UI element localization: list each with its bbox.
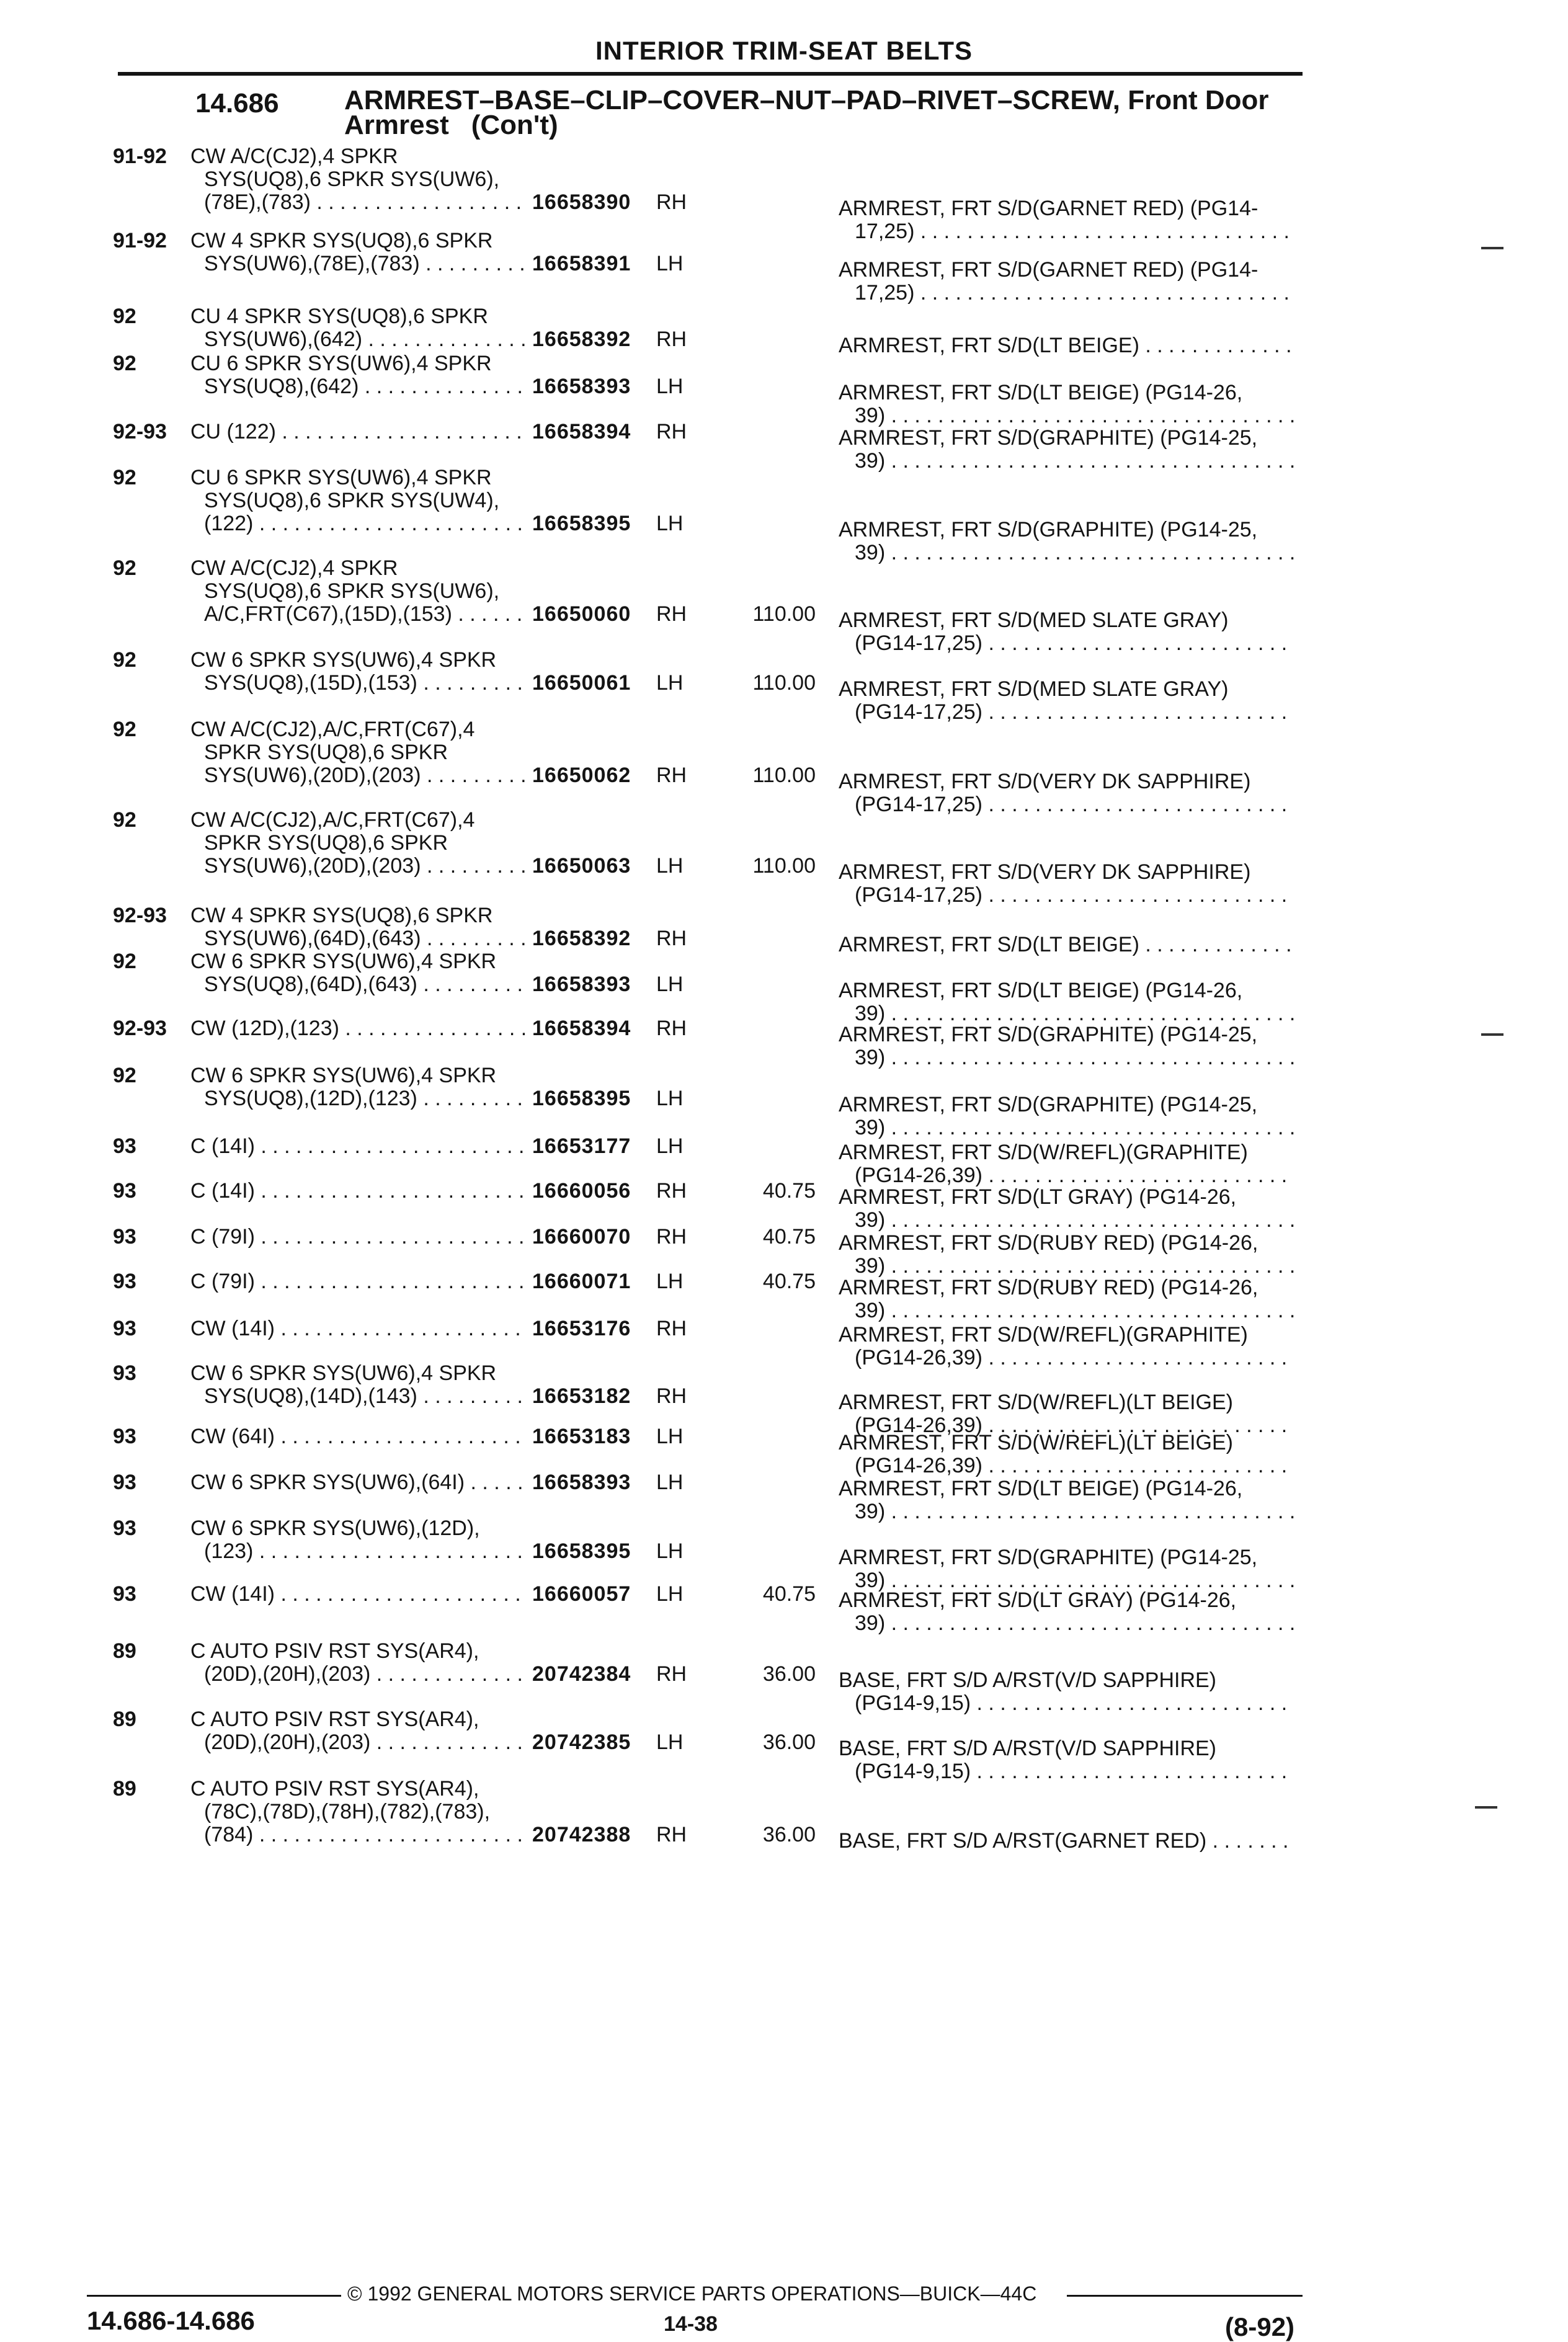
row-side: LH	[656, 1425, 684, 1448]
footer-page-number: 14-38	[664, 2312, 718, 2336]
row-part-name	[839, 1391, 1294, 1437]
row-part-number: 16658393	[532, 1471, 631, 1494]
footer-left-rule	[87, 2295, 341, 2297]
row-part-name-line: (PG14-26,39) . . .	[839, 1347, 1294, 1369]
row-part-name	[839, 678, 1294, 724]
row-description-line: CW 6 SPKR SYS(UW6),4 SPKR	[190, 649, 497, 672]
footer-range: 14.686-14.686	[87, 2306, 255, 2335]
row-year: 92	[113, 648, 136, 672]
footer-copyright: © 1992 GENERAL MOTORS SERVICE PARTS OPERATIONS—BUICK—44C	[347, 2282, 1037, 2305]
row-part-name-line: (PG14-17,25) . . .	[839, 884, 1294, 907]
row-part-name-line: 39) . . .	[839, 1569, 1294, 1592]
row-side: RH	[656, 1225, 687, 1249]
row-year: 93	[113, 1361, 136, 1385]
row-description-line: SYS(UW6),(20D),(203) . . .	[190, 855, 525, 878]
row-part-name-line: ARMREST, FRT S/D(GRAPHITE) (PG14-25,	[839, 1093, 1258, 1116]
row-description-line: SYS(UW6),(78E),(783) . . .	[190, 252, 525, 275]
row-part-name-line: BASE, FRT S/D A/RST(V/D SAPPHIRE)	[839, 1669, 1216, 1692]
row-price: 110.00	[752, 764, 816, 787]
row-description	[190, 1135, 525, 1158]
row-year: 92	[113, 950, 136, 973]
section-title-cont: (Con't)	[471, 110, 558, 140]
row-part-number: 16660070	[532, 1225, 631, 1249]
row-description-line: C (79I) . . .	[190, 1270, 525, 1293]
row-description-line: CU 6 SPKR SYS(UW6),4 SPKR	[190, 352, 492, 375]
row-side: LH	[656, 1539, 684, 1563]
footer-date: (8-92)	[1225, 2312, 1295, 2341]
row-part-name	[839, 259, 1294, 305]
row-price: 36.00	[762, 1662, 816, 1686]
section-title-line1: ARMREST–BASE–CLIP–COVER–NUT–PAD–RIVET–SCREW, Front Door	[344, 85, 1269, 115]
row-part-name-line: 39) . . .	[839, 450, 1294, 473]
row-part-number: 16658395	[532, 1087, 631, 1110]
row-year: 92-93	[113, 1017, 167, 1040]
row-part-name-line: ARMREST, FRT S/D(LT BEIGE) (PG14-26,	[839, 381, 1243, 404]
row-description-line: CW A/C(CJ2),4 SPKR	[190, 557, 398, 580]
row-side: LH	[656, 252, 684, 275]
row-part-name-line: ARMREST, FRT S/D(GARNET RED) (PG14-	[839, 259, 1258, 282]
row-part-name-line: ARMREST, FRT S/D(LT GRAY) (PG14-26,	[839, 1589, 1237, 1612]
row-side: RH	[656, 1823, 687, 1846]
row-description-line: A/C,FRT(C67),(15D),(153) . . .	[190, 603, 525, 626]
row-part-number: 16650063	[532, 854, 631, 878]
row-part-name	[839, 381, 1294, 427]
row-description-line: CW (12D),(123) . . .	[190, 1017, 525, 1040]
row-price: 36.00	[762, 1823, 816, 1846]
row-part-name-line: ARMREST, FRT S/D(LT BEIGE) (PG14-26,	[839, 979, 1243, 1002]
row-part-name-line: 39) . . .	[839, 1209, 1294, 1232]
row-part-name	[839, 1186, 1294, 1232]
row-side: LH	[656, 973, 684, 996]
row-part-name	[839, 519, 1294, 564]
row-description-line: (784) . . .	[190, 1823, 525, 1846]
row-side: RH	[656, 1317, 687, 1340]
row-description	[190, 1017, 525, 1040]
row-part-number: 16658393	[532, 375, 631, 398]
footer-right-rule	[1067, 2295, 1303, 2297]
row-year: 93	[113, 1179, 136, 1203]
row-description-line: CW A/C(CJ2),4 SPKR	[190, 145, 398, 168]
row-description	[190, 950, 525, 996]
row-part-name	[839, 1232, 1294, 1278]
row-part-name	[839, 861, 1294, 907]
row-description	[190, 352, 525, 398]
row-part-name	[839, 979, 1294, 1025]
row-side: LH	[656, 1471, 684, 1494]
row-description-line: CW 6 SPKR SYS(UW6),4 SPKR	[190, 1362, 497, 1385]
row-part-number: 16653183	[532, 1425, 631, 1448]
row-year: 92	[113, 305, 136, 328]
row-year: 93	[113, 1317, 136, 1340]
row-description-line: SYS(UQ8),(12D),(123) . . .	[190, 1087, 525, 1110]
row-part-name-line: 39) . . .	[839, 1046, 1294, 1069]
row-year: 93	[113, 1225, 136, 1249]
row-part-number: 16658390	[532, 190, 631, 214]
row-description	[190, 1708, 525, 1754]
row-side: RH	[656, 190, 687, 214]
row-price: 110.00	[752, 602, 816, 626]
row-part-number: 16653176	[532, 1317, 631, 1340]
row-year: 92	[113, 556, 136, 580]
row-part-name-line: ARMREST, FRT S/D(W/REFL)(GRAPHITE)	[839, 1324, 1248, 1347]
row-description-line: CW 6 SPKR SYS(UW6),(12D),	[190, 1517, 480, 1540]
row-description	[190, 809, 525, 878]
row-side: RH	[656, 327, 687, 351]
row-part-name-line: 39) . . .	[839, 1299, 1294, 1322]
row-description	[190, 1317, 525, 1340]
row-part-number: 16658391	[532, 252, 631, 275]
row-part-name-line: ARMREST, FRT S/D(RUBY RED) (PG14-26,	[839, 1232, 1258, 1255]
row-year: 89	[113, 1777, 136, 1801]
row-side: LH	[656, 671, 684, 695]
row-part-name	[839, 1431, 1294, 1477]
row-part-name-line: ARMREST, FRT S/D(W/REFL)(LT BEIGE)	[839, 1391, 1233, 1414]
row-description-line: SYS(UW6),(20D),(203) . . .	[190, 764, 525, 787]
row-year: 92	[113, 1064, 136, 1087]
row-description	[190, 1362, 525, 1408]
row-year: 92	[113, 718, 136, 741]
row-side: LH	[656, 1270, 684, 1293]
row-description-line: SYS(UQ8),6 SPKR SYS(UW6),	[204, 168, 500, 191]
row-part-number: 16658392	[532, 927, 631, 950]
row-part-name-line: 17,25) . . .	[839, 282, 1294, 305]
row-side: RH	[656, 420, 687, 443]
row-description-line: CU 4 SPKR SYS(UQ8),6 SPKR	[190, 305, 488, 328]
row-description	[190, 1778, 525, 1846]
row-part-name	[839, 1546, 1294, 1592]
row-description-line: CW A/C(CJ2),A/C,FRT(C67),4	[190, 809, 475, 832]
row-description	[190, 145, 525, 214]
row-side: RH	[656, 1017, 687, 1040]
row-side: LH	[656, 1730, 684, 1754]
row-part-name	[839, 1276, 1294, 1322]
margin-mark	[1481, 247, 1503, 249]
row-price: 40.75	[762, 1582, 816, 1606]
row-description-line: CW 6 SPKR SYS(UW6),4 SPKR	[190, 950, 497, 973]
row-description-line: (122) . . .	[190, 512, 525, 535]
section-title-armrest: Armrest	[344, 110, 449, 140]
row-part-name-line: 39) . . .	[839, 1612, 1294, 1635]
row-description	[190, 466, 525, 535]
row-description-line: SYS(UQ8),(15D),(153) . . .	[190, 672, 525, 695]
row-part-name-line: ARMREST, FRT S/D(GRAPHITE) (PG14-25,	[839, 1023, 1258, 1046]
row-description	[190, 1270, 525, 1293]
row-part-name	[839, 1477, 1294, 1523]
row-part-name	[839, 1589, 1294, 1635]
row-side: LH	[656, 1134, 684, 1158]
row-description-line: C AUTO PSIV RST SYS(AR4),	[190, 1708, 479, 1731]
row-part-name-line: ARMREST, FRT S/D(GARNET RED) (PG14-	[839, 197, 1258, 220]
row-part-name-line: 39) . . .	[839, 541, 1294, 564]
row-year: 91-92	[113, 229, 167, 252]
row-part-name-line: (PG14-17,25) . . .	[839, 793, 1294, 816]
row-description	[190, 649, 525, 695]
row-price: 40.75	[762, 1270, 816, 1293]
row-part-name	[839, 197, 1294, 243]
row-description	[190, 1180, 525, 1203]
row-description-line: SYS(UQ8),(642) . . .	[190, 375, 525, 398]
row-description-line: C AUTO PSIV RST SYS(AR4),	[190, 1640, 479, 1663]
row-description-line: (78E),(783) . . .	[190, 191, 525, 214]
row-year: 93	[113, 1134, 136, 1158]
row-side: LH	[656, 1582, 684, 1606]
section-number: 14.686	[195, 88, 279, 118]
row-description-line: SPKR SYS(UQ8),6 SPKR	[204, 741, 448, 764]
row-side: RH	[656, 1662, 687, 1686]
page-header: INTERIOR TRIM-SEAT BELTS	[595, 36, 973, 65]
row-part-name-line: ARMREST, FRT S/D(LT BEIGE) (PG14-26,	[839, 1477, 1243, 1500]
row-description	[190, 305, 525, 351]
row-year: 91-92	[113, 145, 167, 168]
row-part-name	[839, 334, 1294, 357]
row-part-name	[839, 933, 1294, 956]
row-part-name-line: (PG14-17,25) . . .	[839, 632, 1294, 655]
row-part-number: 20742385	[532, 1730, 631, 1754]
row-description-line: (123) . . .	[190, 1540, 525, 1563]
row-part-name-line: ARMREST, FRT S/D(MED SLATE GRAY)	[839, 609, 1229, 632]
row-part-name	[839, 1141, 1294, 1187]
row-side: RH	[656, 927, 687, 950]
row-part-name-line: 39) . . .	[839, 1500, 1294, 1523]
row-description	[190, 229, 525, 275]
row-side: RH	[656, 1179, 687, 1203]
row-part-number: 16658393	[532, 973, 631, 996]
row-part-name-line: 39) . . .	[839, 1002, 1294, 1025]
row-description	[190, 1640, 525, 1686]
row-description-line: CW 6 SPKR SYS(UW6),4 SPKR	[190, 1064, 497, 1087]
row-description-line: C (14I) . . .	[190, 1135, 525, 1158]
row-part-number: 16660056	[532, 1179, 631, 1203]
row-description-line: CW 6 SPKR SYS(UW6),(64I) . . .	[190, 1471, 525, 1494]
row-part-name	[839, 1737, 1294, 1783]
row-year: 93	[113, 1582, 136, 1606]
row-part-name-line: (PG14-26,39) . . .	[839, 1164, 1294, 1187]
row-description	[190, 718, 525, 787]
section-title	[344, 85, 1269, 140]
row-part-number: 16660071	[532, 1270, 631, 1293]
row-description	[190, 904, 525, 950]
row-part-name	[839, 1093, 1294, 1139]
row-part-number: 16658394	[532, 420, 631, 443]
row-part-number: 16653182	[532, 1384, 631, 1408]
row-year: 93	[113, 1270, 136, 1293]
row-description-line: CW 4 SPKR SYS(UQ8),6 SPKR	[190, 904, 493, 927]
row-part-name-line: ARMREST, FRT S/D(W/REFL)(GRAPHITE)	[839, 1141, 1248, 1164]
row-description-line: CW (14I) . . .	[190, 1317, 525, 1340]
row-part-number: 16650062	[532, 764, 631, 787]
row-description-line: C AUTO PSIV RST SYS(AR4),	[190, 1778, 479, 1801]
row-part-name-line: ARMREST, FRT S/D(GRAPHITE) (PG14-25,	[839, 1546, 1258, 1569]
margin-mark	[1475, 1806, 1497, 1809]
row-description	[190, 1425, 525, 1448]
row-part-name-line: 17,25) . . .	[839, 220, 1294, 243]
row-price: 110.00	[752, 854, 816, 878]
row-price: 40.75	[762, 1179, 816, 1203]
row-description	[190, 1471, 525, 1494]
row-description-line: CW (64I) . . .	[190, 1425, 525, 1448]
row-description-line: SYS(UQ8),6 SPKR SYS(UW4),	[204, 489, 500, 512]
row-part-name-line: (PG14-17,25) . . .	[839, 701, 1294, 724]
row-year: 93	[113, 1425, 136, 1448]
row-part-number: 16653177	[532, 1134, 631, 1158]
row-part-name	[839, 609, 1294, 655]
row-description-line: CW 4 SPKR SYS(UQ8),6 SPKR	[190, 229, 493, 252]
row-description-line: SYS(UW6),(642) . . .	[190, 328, 525, 351]
row-part-name-line: BASE, FRT S/D A/RST(GARNET RED) . . .	[839, 1830, 1294, 1853]
row-side: RH	[656, 602, 687, 626]
row-part-name-line: ARMREST, FRT S/D(RUBY RED) (PG14-26,	[839, 1276, 1258, 1299]
row-description-line: (20D),(20H),(203) . . .	[190, 1663, 525, 1686]
row-part-name-line: BASE, FRT S/D A/RST(V/D SAPPHIRE)	[839, 1737, 1216, 1760]
row-description-line: SYS(UW6),(64D),(643) . . .	[190, 927, 525, 950]
row-part-name-line: ARMREST, FRT S/D(GRAPHITE) (PG14-25,	[839, 519, 1258, 541]
row-part-name-line: 39) . . .	[839, 404, 1294, 427]
row-description-line: SPKR SYS(UQ8),6 SPKR	[204, 832, 448, 855]
row-part-name	[839, 1324, 1294, 1369]
row-description-line: (20D),(20H),(203) . . .	[190, 1731, 525, 1754]
row-year: 89	[113, 1639, 136, 1663]
row-description-line: C (79I) . . .	[190, 1226, 525, 1249]
row-part-name-line: ARMREST, FRT S/D(W/REFL)(LT BEIGE)	[839, 1431, 1233, 1454]
row-part-number: 16660057	[532, 1582, 631, 1606]
row-year: 93	[113, 1471, 136, 1494]
row-part-number: 16658394	[532, 1017, 631, 1040]
row-part-name-line: ARMREST, FRT S/D(VERY DK SAPPHIRE)	[839, 770, 1251, 793]
row-part-number: 16650061	[532, 671, 631, 695]
row-part-name-line: ARMREST, FRT S/D(LT BEIGE) . . .	[839, 334, 1294, 357]
row-description	[190, 1226, 525, 1249]
row-price: 36.00	[762, 1730, 816, 1754]
row-part-name	[839, 1023, 1294, 1069]
row-side: RH	[656, 1384, 687, 1408]
row-part-name-line: ARMREST, FRT S/D(VERY DK SAPPHIRE)	[839, 861, 1251, 884]
row-part-name-line: ARMREST, FRT S/D(LT GRAY) (PG14-26,	[839, 1186, 1237, 1209]
row-part-name	[839, 427, 1294, 473]
row-description-line: SYS(UQ8),(64D),(643) . . .	[190, 973, 525, 996]
row-part-number: 16658395	[532, 1539, 631, 1563]
header-rule	[118, 72, 1303, 76]
row-year: 92	[113, 466, 136, 489]
row-description	[190, 421, 525, 443]
row-description-line: SYS(UQ8),(14D),(143) . . .	[190, 1385, 525, 1408]
row-description	[190, 557, 525, 626]
section-title-line2	[344, 110, 1269, 140]
row-side: LH	[656, 375, 684, 398]
row-description-line: CU (122) . . .	[190, 421, 525, 443]
row-part-name-line: (PG14-26,39) . . .	[839, 1414, 1294, 1437]
row-year: 89	[113, 1708, 136, 1731]
row-year: 92-93	[113, 420, 167, 443]
row-part-name-line: 39) . . .	[839, 1116, 1294, 1139]
row-part-name	[839, 1669, 1294, 1715]
row-description	[190, 1517, 525, 1563]
row-part-number: 20742384	[532, 1662, 631, 1686]
row-side: RH	[656, 764, 687, 787]
row-description	[190, 1583, 525, 1606]
row-part-name	[839, 770, 1294, 816]
row-part-number: 20742388	[532, 1823, 631, 1846]
row-price: 110.00	[752, 671, 816, 695]
row-description-line: CW (14I) . . .	[190, 1583, 525, 1606]
row-part-number: 16658395	[532, 512, 631, 535]
row-year: 92-93	[113, 904, 167, 927]
row-part-name-line: (PG14-9,15) . . .	[839, 1692, 1294, 1715]
row-year: 92	[113, 352, 136, 375]
row-side: LH	[656, 512, 684, 535]
row-description-line: (78C),(78D),(78H),(782),(783),	[204, 1801, 491, 1823]
row-part-name-line: ARMREST, FRT S/D(MED SLATE GRAY)	[839, 678, 1229, 701]
row-side: LH	[656, 1087, 684, 1110]
row-part-name-line: (PG14-9,15) . . .	[839, 1760, 1294, 1783]
row-part-name-line: ARMREST, FRT S/D(GRAPHITE) (PG14-25,	[839, 427, 1258, 450]
row-description-line: SYS(UQ8),6 SPKR SYS(UW6),	[204, 580, 500, 603]
margin-mark	[1481, 1033, 1503, 1036]
row-description-line: CW A/C(CJ2),A/C,FRT(C67),4	[190, 718, 475, 741]
row-description	[190, 1064, 525, 1110]
row-part-name-line: 39) . . .	[839, 1255, 1294, 1278]
row-description-line: C (14I) . . .	[190, 1180, 525, 1203]
row-description-line: CU 6 SPKR SYS(UW6),4 SPKR	[190, 466, 492, 489]
row-part-number: 16658392	[532, 327, 631, 351]
row-side: LH	[656, 854, 684, 878]
row-part-name-line: ARMREST, FRT S/D(LT BEIGE) . . .	[839, 933, 1294, 956]
row-part-name	[839, 1830, 1294, 1853]
row-year: 92	[113, 808, 136, 832]
row-part-number: 16650060	[532, 602, 631, 626]
row-price: 40.75	[762, 1225, 816, 1249]
row-part-name-line: (PG14-26,39) . . .	[839, 1454, 1294, 1477]
row-year: 93	[113, 1516, 136, 1540]
